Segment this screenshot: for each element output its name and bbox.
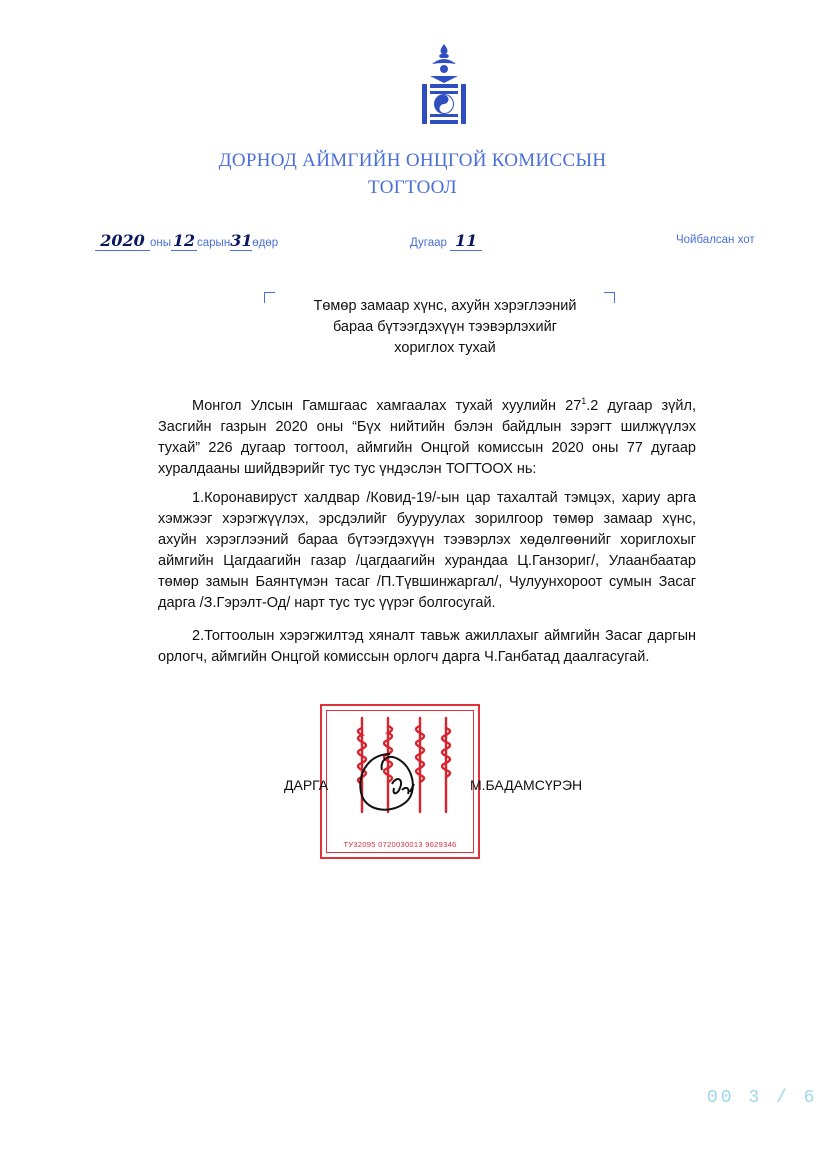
- organization-title: ДОРНОД АЙМГИЙН ОНЦГОЙ КОМИССЫН: [218, 150, 607, 171]
- date-day: 31: [230, 231, 253, 250]
- document-subject: Төмөр замаар хүнс, ахуйн хэрэглээний бараа бүтээгдэхүүн тээвэрлэхийг хориглох тухай: [313, 298, 577, 356]
- date-month: 12: [172, 231, 196, 250]
- soyombo-emblem-icon: [418, 42, 470, 130]
- date-line: 2020 оны 12 сарын31өдөр: [95, 234, 278, 251]
- signatory-title: ДАРГА: [284, 777, 329, 793]
- signatory-name: М.БАДАМСҮРЭН: [470, 777, 583, 793]
- number-value: 11: [454, 231, 478, 250]
- document-number: Дугаар 11: [410, 234, 482, 251]
- resolution-item-1: 1.Коронавируст халдвар /Ковид-19/-ын цар тахалтай тэмцэх, хариу арга хэмжээг хэрэгжүүлэх, эрсдэлийг бууруулах зорилгоор төмөр замаар хүнс, ахуйн хэрэглээний бараа бүтээгдэхүүн тээвэрлэх хөдөлгөөнийг хориглохыг аймгийн Цагдаагийн газар /цагдаагийн хурандаа Ц.Ганзориг/, Улаанбаатар төмөр замын Баянтүмэн тасаг /П.Түвшинжаргал/, Чулуунхороот сумын Засаг дарга /З.Гэрэлт-Од/ нарт тус тус үүрэг болгосугай.: [158, 490, 696, 611]
- handwritten-signature: [352, 748, 432, 818]
- date-year: 2020: [100, 231, 145, 250]
- preamble-paragraph: Монгол Улсын Гамшгаас хамгаалах тухай хуулийн $27^1.2$ дугаар зүйл, Засгийн газрын 2020 оны “Бүх нийтийн бэлэн байдлын зэрэгт шилжүүлэх тухай” 226 дугаар тогтоол, аймгийн Онцгой комиссын 2020 оны 77 дугаар хуралдааны шийдвэрийг тус тус үндэслэн ТОГТООХ нь:: [158, 396, 697, 477]
- place: Чойбалсан хот: [676, 234, 755, 246]
- document-type-title: ТОГТООЛ: [368, 177, 457, 198]
- stamp-registration-numbers: ТУ32095 0720030013 9629346: [343, 840, 457, 849]
- resolution-item-2: 2.Тогтоолын хэрэгжилтэд хяналт тавьж ажиллахыг аймгийн Засаг даргын орлогч, аймгийн Онцгой комиссын орлогч дарга Ч.Ганбатад даалгасугай.: [158, 628, 696, 665]
- page-number: 00 3 / 6: [707, 1088, 818, 1108]
